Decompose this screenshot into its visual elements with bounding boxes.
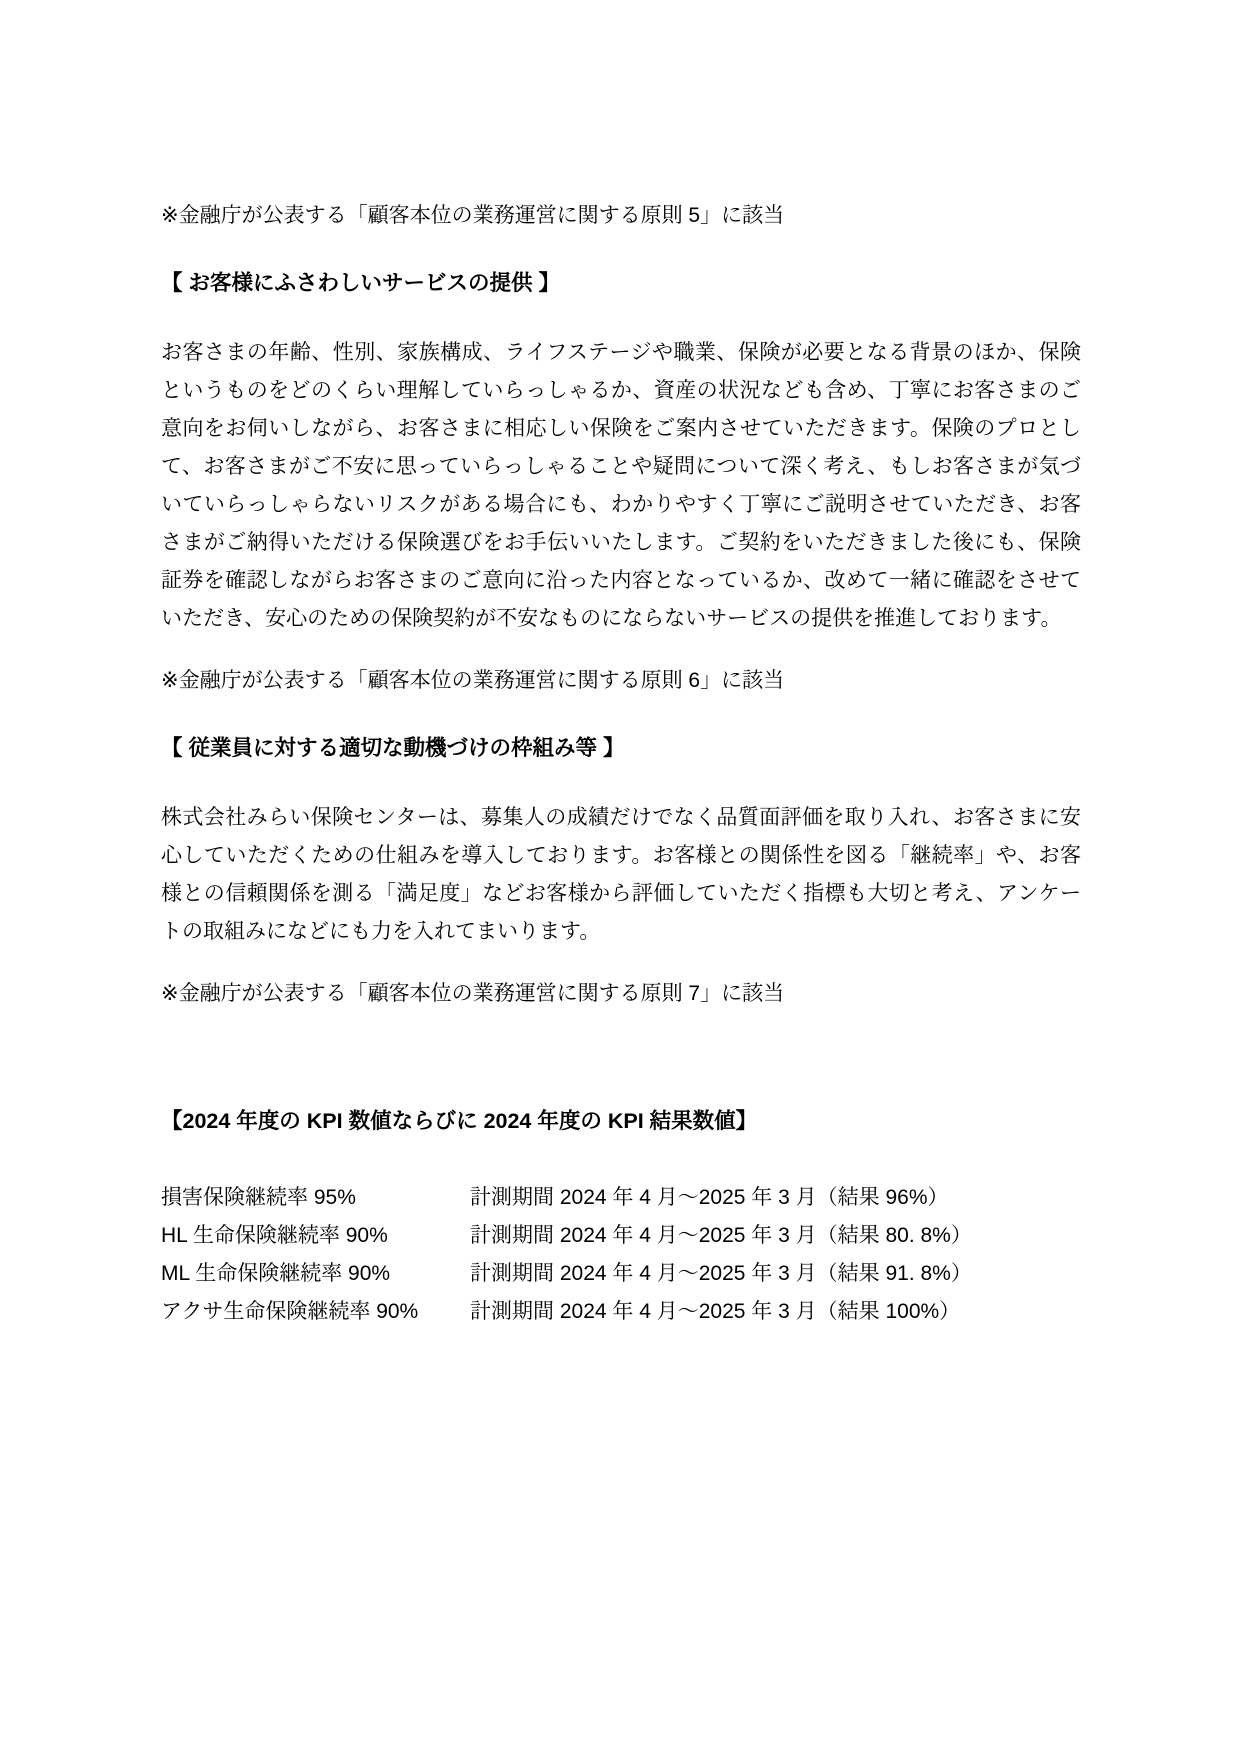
kpi-row — [161, 1255, 1081, 1293]
kpi-measurement-result: 計測期間 2024 年 4 月～2025 年 3 月（結果 91. 8%） — [470, 1262, 972, 1285]
principle-5-note: ※金融庁が公表する「顧客本位の業務運営に関する原則 5」に該当 — [161, 204, 785, 227]
kpi-target-label: ML 生命保険継続率 90% — [161, 1262, 391, 1285]
kpi-measurement-result: 計測期間 2024 年 4 月～2025 年 3 月（結果 96%） — [470, 1186, 949, 1209]
kpi-target-label: 損害保険継続率 95% — [161, 1186, 356, 1209]
section-heading-employee-motivation: 【 従業員に対する適切な動機づけの枠組み等 】 — [161, 736, 625, 760]
paragraph-employee-motivation: 株式会社みらい保険センターは、募集人の成績だけでなく品質面評価を取り入れ、お客さまに安心していただくための仕組みを導入しております。お客様との関係性を図る「継続率」や、お客様との信頼関係を測る「満足度」などお客様から評価していただく指標も大切と考え、アンケートの取組みになどにも力を入れてまいります。 — [161, 806, 1081, 943]
kpi-measurement-result: 計測期間 2024 年 4 月～2025 年 3 月（結果 80. 8%） — [470, 1224, 972, 1247]
kpi-row — [161, 1179, 1081, 1217]
kpi-target-label: アクサ生命保険継続率 90% — [161, 1300, 419, 1323]
kpi-measurement-result: 計測期間 2024 年 4 月～2025 年 3 月（結果 100%） — [470, 1300, 961, 1323]
kpi-target-label: HL 生命保険継続率 90% — [161, 1224, 388, 1247]
kpi-row — [161, 1293, 1081, 1331]
kpi-row — [161, 1217, 1081, 1255]
paragraph-suitable-service: お客さまの年齢、性別、家族構成、ライフステージや職業、保険が必要となる背景のほか、保険というものをどのくらい理解していらっしゃるか、資産の状況なども含め、丁寧にお客さまのご意向をお伺いしながら、お客さまに相応しい保険をご案内させていただきます。保険のプロとして、お客さまがご不安に思っていらっしゃることや疑問について深く考え、もしお客さまが気づいていらっしゃらないリスクがある場合にも、わかりやすく丁寧にご説明させていただき、お客さまがご納得いただける保険選びをお手伝いいたします。ご契約をいただきました後にも、保険証券を確認しながらお客さまのご意向に沿った内容となっているか、改めて一緒に確認をさせていただき、安心のための保険契約が不安なものにならないサービスの提供を推進しております。 — [161, 341, 1081, 630]
kpi-section-heading: 【2024 年度の KPI 数値ならびに 2024 年度の KPI 結果数値】 — [161, 1109, 758, 1133]
kpi-table — [161, 1179, 1081, 1331]
principle-7-note: ※金融庁が公表する「顧客本位の業務運営に関する原則 7」に該当 — [161, 982, 785, 1005]
section-heading-suitable-service: 【 お客様にふさわしいサービスの提供 】 — [161, 271, 560, 295]
principle-6-note: ※金融庁が公表する「顧客本位の業務運営に関する原則 6」に該当 — [161, 669, 785, 692]
